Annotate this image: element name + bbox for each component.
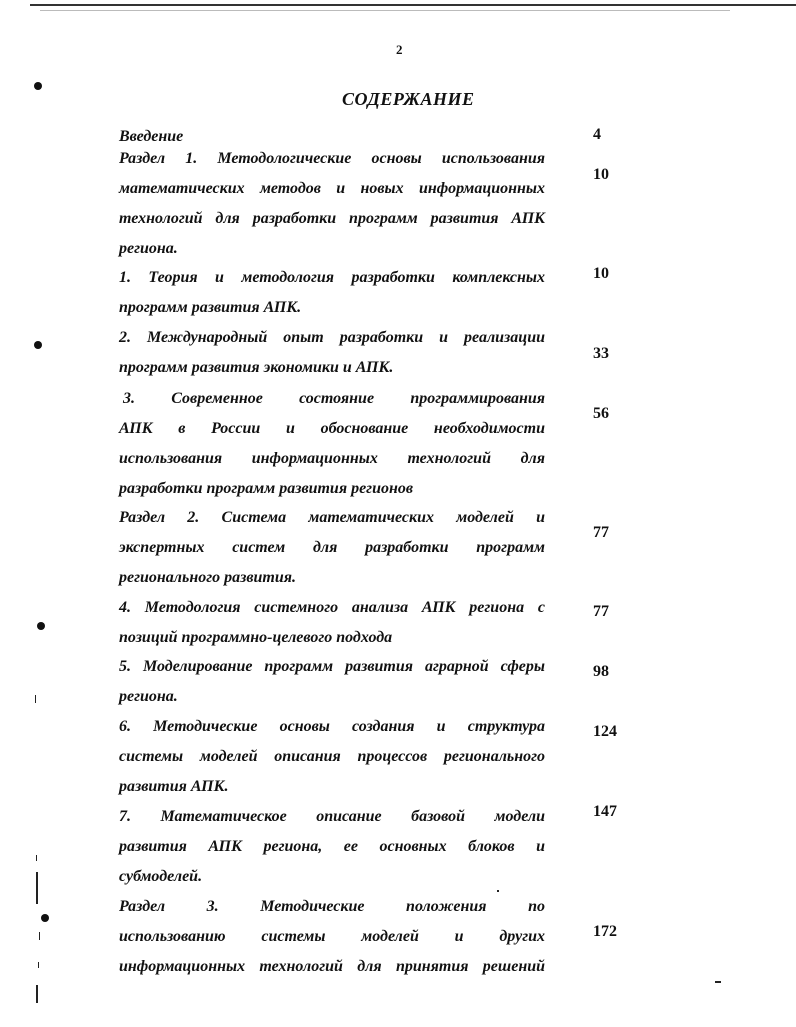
toc-page-number: 147: [593, 803, 617, 820]
toc-line: субмоделей.: [119, 868, 203, 885]
toc-entry-chapter-6: [119, 712, 545, 802]
toc-page-number: 4: [593, 126, 601, 143]
toc-line: 2. Международный опыт разработки и реализации: [119, 329, 545, 346]
toc-line: Раздел 3. Методические положения по: [119, 898, 545, 915]
toc-line: позиций программно-целевого подхода: [119, 629, 393, 646]
toc-line: 1. Теория и методология разработки комплексных: [119, 269, 545, 286]
toc-line: 3. Современное состояние программирования: [123, 390, 545, 407]
binder-hole-mark: [37, 622, 45, 630]
binder-hole-mark: [34, 341, 42, 349]
binder-hole-mark: [41, 914, 49, 922]
toc-page-number: 33: [593, 345, 609, 362]
scan-artifact-speck: [38, 962, 39, 968]
toc-entry-chapter-1: [119, 263, 545, 323]
toc-line: системы моделей описания процессов регионального: [119, 748, 545, 765]
toc-line: экспертных систем для разработки программ: [119, 539, 545, 556]
toc-page-number: 77: [593, 524, 609, 541]
toc-entry-chapter-3: [119, 384, 545, 504]
toc-line: развития АПК региона, ее основных блоков и: [119, 838, 545, 855]
scan-artifact-speck: [715, 981, 721, 983]
scan-artifact-speck: [35, 695, 36, 703]
toc-line: технологий для разработки программ развития АПК: [119, 210, 545, 227]
toc-line: развития АПК.: [119, 778, 229, 795]
scan-artifact-line: [36, 985, 38, 1003]
top-border-line: [30, 4, 796, 6]
toc-page-number: 77: [593, 603, 609, 620]
toc-line: региона.: [119, 688, 178, 705]
scan-artifact-speck: [497, 890, 499, 892]
scan-artifact-speck: [39, 932, 40, 940]
toc-line: программ развития АПК.: [119, 299, 302, 316]
toc-entry-chapter-4: [119, 593, 545, 653]
toc-entry-section-1: [119, 144, 545, 264]
toc-page-number: 10: [593, 166, 609, 183]
toc-line: 7. Математическое описание базовой модели: [119, 808, 545, 825]
toc-page-number: 98: [593, 663, 609, 680]
toc-entry-chapter-5: [119, 652, 545, 712]
binder-hole-mark: [34, 82, 42, 90]
toc-page-number: 56: [593, 405, 609, 422]
toc-entry-chapter-7: [119, 802, 545, 892]
scan-artifact-line: [36, 872, 38, 904]
toc-line: использования информационных технологий для: [119, 450, 545, 467]
toc-line: Раздел 2. Система математических моделей и: [119, 509, 545, 526]
scan-artifact-speck: [36, 855, 37, 861]
toc-line: АПК в России и обоснование необходимости: [119, 420, 545, 437]
toc-entry-section-3: [119, 892, 545, 982]
toc-page-number: 10: [593, 265, 609, 282]
toc-line: 5. Моделирование программ развития аграрной сферы: [119, 658, 545, 675]
toc-line: 4. Методология системного анализа АПК региона с: [119, 599, 545, 616]
toc-line: 6. Методические основы создания и структура: [119, 718, 545, 735]
toc-line: информационных технологий для принятия решений: [119, 958, 545, 975]
toc-line: использованию системы моделей и других: [119, 928, 545, 945]
toc-line: математических методов и новых информационных: [119, 180, 545, 197]
toc-line: Введение: [119, 128, 184, 145]
toc-entry-chapter-2: [119, 323, 545, 383]
toc-line: Раздел 1. Методологические основы использования: [119, 150, 545, 167]
toc-line: программ развития экономики и АПК.: [119, 359, 394, 376]
toc-page-number: 124: [593, 723, 617, 740]
toc-line: разработки программ развития регионов: [119, 480, 414, 497]
toc-page-number: 172: [593, 923, 617, 940]
toc-line: региона.: [119, 240, 178, 257]
toc-title: СОДЕРЖАНИЕ: [342, 89, 475, 109]
top-border-line-faint: [40, 10, 730, 11]
toc-line: регионального развития.: [119, 569, 296, 586]
page-number: 2: [396, 42, 403, 57]
toc-entry-section-2: [119, 503, 545, 593]
